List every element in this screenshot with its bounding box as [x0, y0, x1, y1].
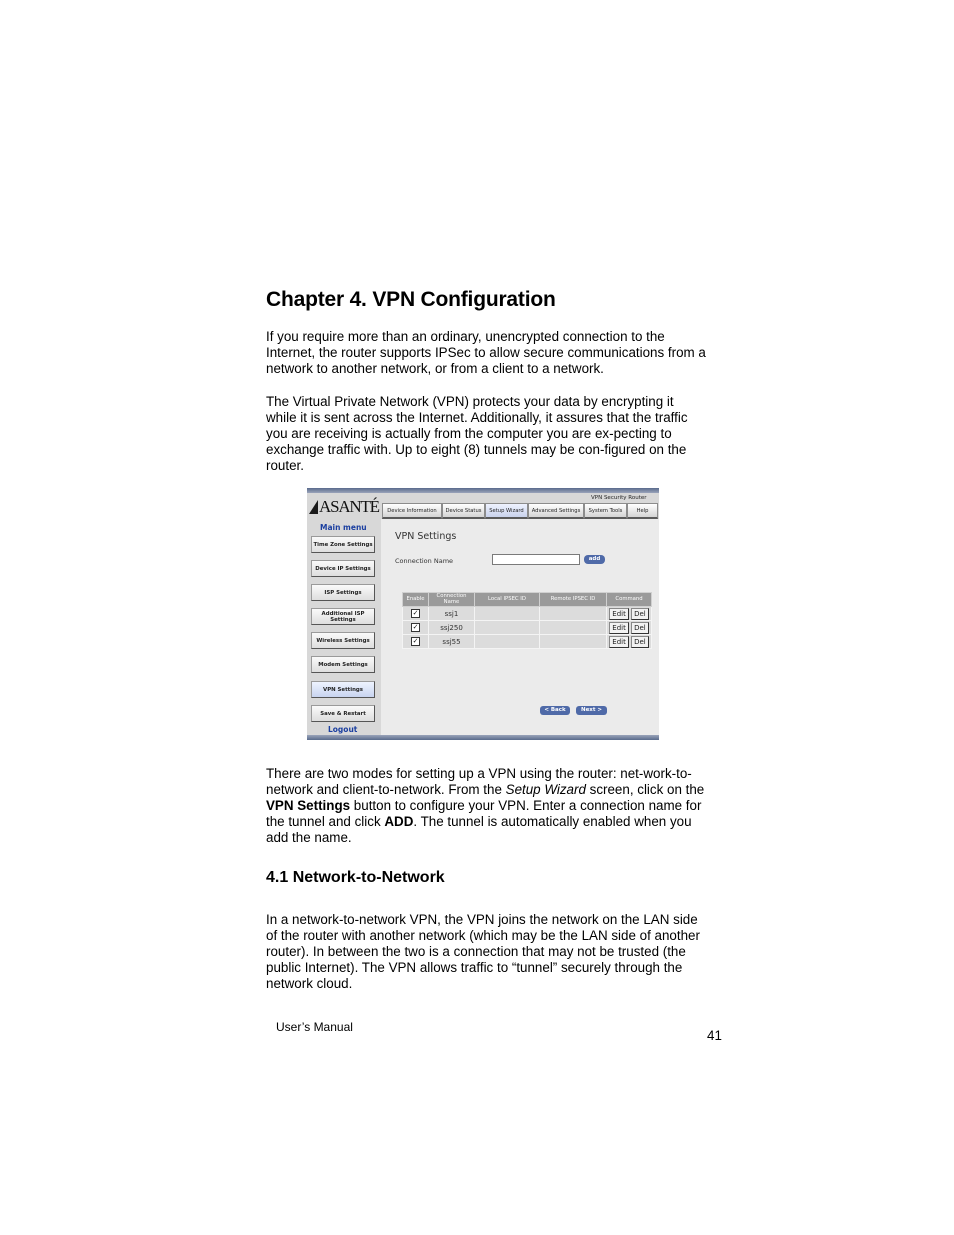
intro-paragraph-2: The Virtual Private Network (VPN) protects your data by encrypting it while it is sent across the Internet. Additionally, it assures that the traffic you are receiving is actually from the computer you are ex-pecting to exchange traffic with. Up to eight (8) tunnels may be con-figured on the router. [266, 394, 688, 473]
asante-logo [309, 497, 379, 517]
col-command: Command [607, 593, 652, 607]
add-button[interactable]: add [584, 555, 605, 564]
modes-text-4: . The tunnel is automatically enabled when you add the name. [266, 814, 692, 845]
screenshot-top-bar [307, 488, 659, 493]
connection-name-input[interactable] [492, 554, 580, 565]
connection-name-cell: ssj1 [429, 607, 475, 621]
next-button[interactable]: Next > [576, 706, 607, 715]
edit-button[interactable]: Edit [609, 608, 629, 620]
del-button[interactable]: Del [631, 608, 649, 620]
col-connection-name: Connection Name [429, 593, 475, 607]
local-ipsec-cell [475, 635, 540, 649]
product-name: VPN Security Router [591, 495, 647, 501]
section-title: 4.1 Network-to-Network [266, 869, 445, 886]
sidebar-wireless-settings[interactable]: Wireless Settings [311, 632, 375, 649]
table-row [403, 635, 652, 649]
connection-name-cell: ssj55 [429, 635, 475, 649]
remote-ipsec-cell [540, 621, 607, 635]
sidebar-additional-isp-settings[interactable]: Additional ISP Settings [311, 608, 375, 625]
sidebar-save-restart[interactable]: Save & Restart [311, 705, 375, 722]
nav-device-status[interactable]: Device Status [442, 503, 485, 519]
sidebar-time-zone-settings[interactable]: Time Zone Settings [311, 536, 375, 553]
main-menu-label: Main menu [320, 523, 367, 532]
nav-system-tools[interactable]: System Tools [584, 503, 627, 519]
vpn-tunnel-table [402, 592, 652, 649]
router-screenshot [307, 488, 659, 740]
sidebar-isp-settings[interactable]: ISP Settings [311, 584, 375, 601]
col-local-ipsec-id: Local IPSEC ID [475, 593, 540, 607]
del-button[interactable]: Del [631, 622, 649, 634]
local-ipsec-cell [475, 621, 540, 635]
modes-text-3: button to configure your VPN. Enter a connection name for the tunnel and click [266, 798, 702, 829]
logo-mark-icon [309, 500, 318, 514]
footer-manual-label: User’s Manual [276, 1020, 353, 1034]
screenshot-bottom-bar [307, 735, 659, 740]
del-button[interactable]: Del [631, 636, 649, 648]
enable-checkbox[interactable]: ✓ [412, 637, 419, 645]
modes-text-1: There are two modes for setting up a VPN using the router: net-work-to-network and client-to-network. From the [266, 766, 692, 797]
logout-link[interactable]: Logout [328, 725, 358, 734]
edit-button[interactable]: Edit [609, 622, 629, 634]
enable-checkbox[interactable]: ✓ [412, 609, 419, 617]
vpn-settings-panel [381, 519, 659, 735]
connection-name-label: Connection Name [395, 557, 454, 565]
add-term: ADD [384, 814, 414, 829]
edit-button[interactable]: Edit [609, 636, 629, 648]
table-row [403, 607, 652, 621]
remote-ipsec-cell [540, 607, 607, 621]
chapter-title: Chapter 4. VPN Configuration [266, 288, 556, 311]
intro-paragraph-1: If you require more than an ordinary, unencrypted connection to the Internet, the router supports IPSec to allow secure communications from a network to another network, or from a client to a network. [266, 329, 706, 376]
nav-setup-wizard[interactable]: Setup Wizard [485, 503, 528, 519]
sidebar-vpn-settings[interactable]: VPN Settings [311, 681, 375, 698]
sidebar-device-ip-settings[interactable]: Device IP Settings [311, 560, 375, 577]
enable-checkbox[interactable]: ✓ [412, 623, 419, 631]
section-paragraph: In a network-to-network VPN, the VPN joins the network on the LAN side of the router with another network (which may be the LAN side of another router). In between the two is a connection that may not be trusted (the public Internet). The VPN allows traffic to “tunnel” securely through the network cloud. [266, 912, 700, 991]
sidebar-modem-settings[interactable]: Modem Settings [311, 656, 375, 673]
local-ipsec-cell [475, 607, 540, 621]
nav-advanced-settings[interactable]: Advanced Settings [528, 503, 584, 519]
table-row [403, 621, 652, 635]
setup-wizard-term: Setup Wizard [505, 782, 586, 797]
page-number: 41 [707, 1028, 722, 1043]
modes-paragraph [266, 766, 706, 846]
col-remote-ipsec-id: Remote IPSEC ID [540, 593, 607, 607]
remote-ipsec-cell [540, 635, 607, 649]
content-title: VPN Settings [395, 531, 457, 542]
vpn-settings-term: VPN Settings [266, 798, 351, 813]
modes-text-2: screen, click on the [585, 782, 705, 797]
sidebar [307, 519, 380, 735]
col-enable: Enable [403, 593, 429, 607]
top-nav [382, 503, 658, 519]
back-button[interactable]: < Back [540, 706, 570, 715]
logo-text: ASANTÉ [319, 497, 379, 516]
nav-help[interactable]: Help [627, 503, 658, 519]
nav-device-information[interactable]: Device Information [382, 503, 442, 519]
connection-name-cell: ssj250 [429, 621, 475, 635]
